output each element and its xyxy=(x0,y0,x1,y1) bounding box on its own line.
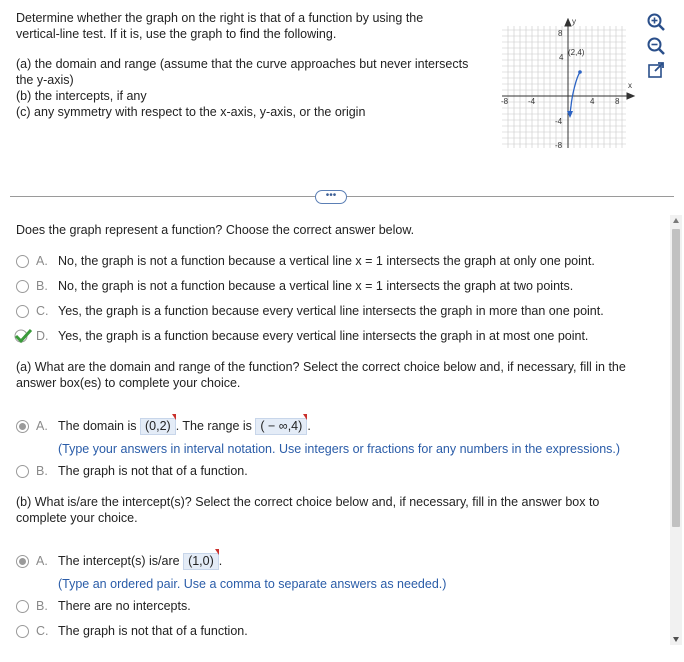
y-tick-8: 8 xyxy=(558,29,563,38)
problem-part-a: (a) the domain and range (assume that the curve approaches but never intersects xyxy=(16,57,469,71)
option-text: No, the graph is not a function because a vertical line x = 1 intersects the graph at only one point. xyxy=(58,254,595,268)
y-tick-neg8: -8 xyxy=(555,141,563,150)
y-tick-4: 4 xyxy=(559,53,564,62)
answer-hint: (Type your answers in interval notation. Use integers or fractions for any numbers in the expressions.) xyxy=(58,442,621,456)
intercept-value: (1,0) xyxy=(188,554,214,568)
prompt-line: (a) What are the domain and range of the function? Select the correct choice below and, if necessary, fill in the xyxy=(16,360,626,374)
option-text: Yes, the graph is a function because every vertical line intersects the graph in at most one point. xyxy=(58,329,589,343)
qa-option-a[interactable] xyxy=(16,414,656,439)
problem-line: Determine whether the graph on the right is that of a function by using the xyxy=(16,11,424,25)
scroll-down-icon[interactable] xyxy=(672,635,680,643)
option-text: . The range is xyxy=(175,419,252,433)
y-tick-neg4: -4 xyxy=(555,117,563,126)
question-a-prompt xyxy=(16,359,656,391)
answer-hint: (Type an ordered pair. Use a comma to separate answers as needed.) xyxy=(58,577,447,591)
zoom-out-icon[interactable] xyxy=(646,36,666,56)
question-1-prompt: Does the graph represent a function? Choose the correct answer below. xyxy=(16,223,415,237)
option-text: The graph is not that of a function. xyxy=(58,464,248,478)
show-more-button[interactable]: ••• xyxy=(315,190,347,204)
option-text: . xyxy=(218,554,223,568)
graph-toolbar xyxy=(646,12,668,84)
radio-button[interactable] xyxy=(16,280,29,293)
prompt-line: answer box(es) to complete your choice. xyxy=(16,376,241,390)
radio-button-selected[interactable] xyxy=(16,555,29,568)
x-axis-label: x xyxy=(628,81,632,90)
flag-icon xyxy=(303,414,307,420)
problem-part-b: (b) the intercepts, if any xyxy=(16,89,147,103)
option-text: There are no intercepts. xyxy=(58,599,191,613)
option-text: Yes, the graph is a function because every vertical line intersects the graph in more than one point. xyxy=(58,304,604,318)
domain-value: (0,2) xyxy=(145,419,171,433)
radio-button[interactable] xyxy=(16,255,29,268)
prompt-line: complete your choice. xyxy=(16,511,138,525)
function-graph xyxy=(500,18,636,150)
question-b-prompt xyxy=(16,494,656,526)
qb-option-a[interactable] xyxy=(16,549,656,574)
grid xyxy=(502,26,626,148)
problem-part-a-cont: the y-axis) xyxy=(16,73,74,87)
problem-statement xyxy=(16,10,496,120)
x-tick-8: 8 xyxy=(615,97,620,106)
range-value: ( − ∞,4) xyxy=(260,419,303,433)
question-area xyxy=(16,222,656,644)
option-letter: A. xyxy=(36,254,48,268)
option-text: The intercept(s) is/are xyxy=(58,554,180,568)
option-letter: A. xyxy=(36,554,48,568)
radio-button[interactable] xyxy=(16,465,29,478)
radio-button[interactable] xyxy=(16,625,29,638)
qa-option-b[interactable] xyxy=(16,459,656,484)
option-text: . xyxy=(307,419,311,433)
option-letter: A. xyxy=(36,419,48,433)
problem-part-c: (c) any symmetry with respect to the x-axis, y-axis, or the origin xyxy=(16,105,366,119)
vertical-scrollbar[interactable] xyxy=(670,215,682,645)
problem-line: vertical-line test. If it is, use the graph to find the following. xyxy=(16,27,337,41)
radio-button-selected[interactable] xyxy=(16,420,29,433)
q1-option-b[interactable] xyxy=(16,274,656,299)
qb-option-b[interactable] xyxy=(16,594,656,619)
radio-button[interactable] xyxy=(16,600,29,613)
flag-icon xyxy=(215,549,219,555)
range-answer-box[interactable] xyxy=(255,418,307,435)
x-tick-4: 4 xyxy=(590,97,595,106)
scroll-up-icon[interactable] xyxy=(672,217,680,225)
axes xyxy=(502,19,634,148)
option-letter: C. xyxy=(36,304,49,318)
option-letter: C. xyxy=(36,624,49,638)
endpoint-dot xyxy=(578,70,582,74)
option-letter: D. xyxy=(36,329,49,343)
scrollbar-thumb[interactable] xyxy=(672,229,680,527)
point-label: (2,4) xyxy=(568,48,585,57)
option-text: The graph is not that of a function. xyxy=(58,624,248,638)
option-letter: B. xyxy=(36,464,48,478)
flag-icon xyxy=(172,414,176,420)
domain-answer-box[interactable] xyxy=(140,418,176,435)
option-text: The domain is xyxy=(58,419,137,433)
correct-check-icon xyxy=(13,328,33,353)
radio-button[interactable] xyxy=(16,305,29,318)
q1-option-d[interactable] xyxy=(16,324,656,349)
q1-option-c[interactable] xyxy=(16,299,656,324)
expand-icon[interactable] xyxy=(646,60,666,80)
intercept-answer-box[interactable] xyxy=(183,553,219,570)
y-axis-label: y xyxy=(572,18,576,26)
zoom-in-icon[interactable] xyxy=(646,12,666,32)
option-letter: B. xyxy=(36,599,48,613)
option-letter: B. xyxy=(36,279,48,293)
prompt-line: (b) What is/are the intercept(s)? Select the correct choice below and, if necessary, fill in the answer box to xyxy=(16,495,600,509)
option-text: No, the graph is not a function because a vertical line x = 1 intersects the graph at two points. xyxy=(58,279,574,293)
qb-option-c[interactable] xyxy=(16,619,656,644)
x-tick-neg8: -8 xyxy=(501,97,509,106)
q1-option-a[interactable] xyxy=(16,249,656,274)
x-tick-neg4: -4 xyxy=(528,97,536,106)
